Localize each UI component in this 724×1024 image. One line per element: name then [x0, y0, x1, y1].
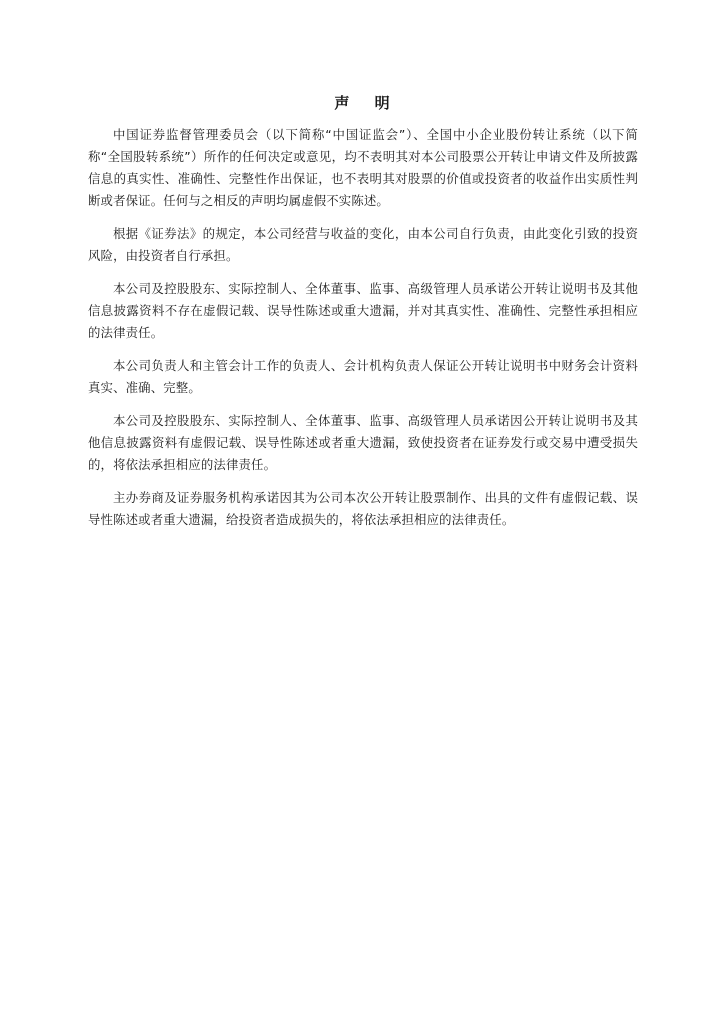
paragraph-financial-guarantee: 本公司负责人和主管会计工作的负责人、会计机构负责人保证公开转让说明书中财务会计资料真实、准确、完整。 [88, 358, 638, 395]
paragraph-investment-risk: 根据《证券法》的规定，本公司经营与收益的变化，由本公司自行负责，由此变化引致的投资风险，由投资者自行承担。 [88, 226, 638, 263]
paragraph-liability-commitment: 本公司及控股股东、实际控制人、全体董事、监事、高级管理人员承诺因公开转让说明书及其他信息披露资料有虚假记载、误导性陈述或者重大遗漏，致使投资者在证券发行或交易中遭受损失的，将依法承担相应的法律责任。 [88, 413, 638, 472]
declaration-body [88, 124, 638, 542]
page-title: 声 明 [334, 94, 400, 112]
paragraph-regulator-disclaimer: 中国证券监督管理委员会（以下简称“中国证监会”）、全国中小企业股份转让系统（以下简称“全国股转系统”）所作的任何决定或意见，均不表明其对本公司股票公开转让申请文件及所披露信息的真实性、准确性、完整性作出保证，也不表明其对股票的价值或投资者的收益作出实质性判断或者保证。任何与之相反的声明均属虚假不实陈述。 [88, 127, 638, 208]
paragraph-disclosure-commitment: 本公司及控股股东、实际控制人、全体董事、监事、高级管理人员承诺公开转让说明书及其他信息披露资料不存在虚假记载、误导性陈述或重大遗漏，并对其真实性、准确性、完整性承担相应的法律责任。 [88, 281, 638, 340]
paragraph-broker-commitment: 主办券商及证券服务机构承诺因其为公司本次公开转让股票制作、出具的文件有虚假记载、误导性陈述或者重大遗漏，给投资者造成损失的，将依法承担相应的法律责任。 [88, 490, 638, 527]
